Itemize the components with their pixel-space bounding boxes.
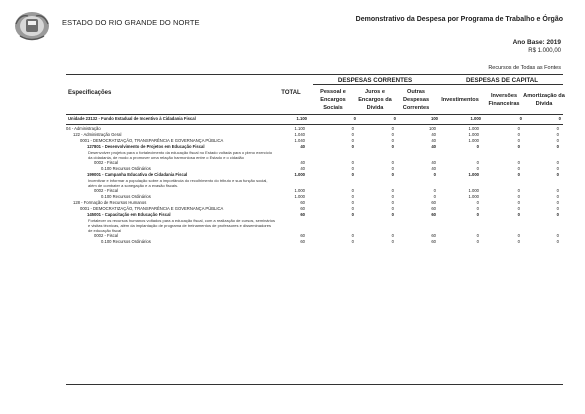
row-label: 0.100 Recursos Ordinários — [101, 166, 151, 171]
cell-inversoes: 0 — [517, 160, 520, 165]
col-pessoal: Pessoal e Encargos Sociais — [320, 89, 346, 111]
cell-investimentos: 0 — [476, 160, 479, 165]
cell-juros: 0 — [391, 188, 394, 193]
unidade-inversoes: 0 — [519, 116, 522, 121]
row-label: 0.100 Recursos Ordinários — [101, 194, 151, 199]
unidade-outras: 100 — [431, 116, 438, 121]
row-label: 127801 - Desenvolvimento de Projetos em Educação Fiscal — [87, 144, 205, 149]
cell-outras: 40 — [431, 132, 436, 137]
group-despesas-correntes: DESPESAS CORRENTES — [337, 77, 413, 84]
row-label: 128 - Formação de Recursos Humanos — [73, 200, 147, 205]
col-investimentos: Investimentos — [441, 97, 479, 103]
cell-juros: 0 — [391, 194, 394, 199]
cell-juros: 0 — [391, 206, 394, 211]
table-top-rule — [66, 74, 563, 75]
cell-investimentos: 0 — [476, 206, 479, 211]
cell-inversoes: 0 — [517, 188, 520, 193]
table-row — [66, 239, 563, 245]
row-label: 0002 - Fiscal — [94, 188, 118, 193]
cell-pessoal: 0 — [351, 212, 354, 217]
cell-juros: 0 — [391, 160, 394, 165]
cell-amortizacao: 0 — [556, 172, 559, 177]
cell-juros: 0 — [391, 200, 394, 205]
cell-juros: 0 — [391, 166, 394, 171]
action-description: Fortalecer os recursos humanos voltados para a educação fiscal, com a realização de cursos, seminários e visitas técnicas, além da implantação de programa de treinamentos de professores e disseminadores de educação fiscal — [88, 218, 275, 233]
cell-total: 1.040 — [294, 132, 305, 137]
cell-outras: 40 — [431, 144, 436, 149]
cell-total: 40 — [300, 144, 305, 149]
cell-investimentos: 1.000 — [468, 126, 479, 131]
row-label: 145001 - Capacitação em Educação Fiscal — [87, 212, 171, 217]
page-bottom-rule — [66, 384, 563, 385]
cell-investimentos: 0 — [476, 166, 479, 171]
cell-investimentos: 0 — [476, 212, 479, 217]
col-inversoes: Inversões Financeiras — [488, 93, 520, 107]
cell-pessoal: 0 — [351, 206, 354, 211]
cell-inversoes: 0 — [517, 200, 520, 205]
cell-inversoes: 0 — [517, 239, 520, 244]
cell-amortizacao: 0 — [556, 239, 559, 244]
col-total: TOTAL — [281, 90, 301, 96]
cell-investimentos: 1.000 — [468, 138, 479, 143]
cell-pessoal: 0 — [351, 166, 354, 171]
cell-total: 1.000 — [294, 172, 305, 177]
group-despesas-capital: DESPESAS DE CAPITAL — [465, 77, 539, 84]
cell-investimentos: 1.000 — [468, 194, 479, 199]
unidade-amortizacao: 0 — [558, 116, 561, 121]
col-especificacoes: Especificações — [68, 90, 112, 96]
row-label: 04 - Administração — [66, 126, 101, 131]
cell-amortizacao: 0 — [556, 188, 559, 193]
header-bottom-rule — [66, 114, 563, 115]
cell-inversoes: 0 — [517, 132, 520, 137]
unidade-total: 1.100 — [296, 116, 307, 121]
ano-base: Ano Base: 2019 — [512, 39, 561, 46]
cell-amortizacao: 0 — [556, 144, 559, 149]
row-label: 0001 - DEMOCRATIZAÇÃO, TRANSPARÊNCIA E GOVERNANÇA PÚBLICA — [80, 138, 224, 143]
table-body — [66, 126, 563, 245]
col-amortizacao: Amortização da Dívida — [523, 93, 565, 107]
cell-total: 60 — [300, 233, 305, 238]
cell-outras: 40 — [431, 138, 436, 143]
cell-investimentos: 0 — [476, 144, 479, 149]
cell-pessoal: 0 — [351, 160, 354, 165]
cell-juros: 0 — [391, 144, 394, 149]
cell-amortizacao: 0 — [556, 212, 559, 217]
action-description: Incentivar e informar a população sobre a importância do recolhimento do tributo e sua função social, além de combater a sonegação e a evasão fiscais. — [88, 178, 268, 188]
cell-outras: 40 — [431, 166, 436, 171]
cell-amortizacao: 0 — [556, 160, 559, 165]
cell-total: 40 — [300, 166, 305, 171]
cell-outras: 60 — [431, 212, 436, 217]
cell-outras: 0 — [433, 188, 436, 193]
cell-outras: 100 — [429, 126, 436, 131]
cell-inversoes: 0 — [517, 144, 520, 149]
unidade-row — [68, 116, 563, 122]
cell-total: 1.000 — [294, 194, 305, 199]
row-label: 0.100 Recursos Ordinários — [101, 239, 151, 244]
cell-inversoes: 0 — [517, 172, 520, 177]
cell-juros: 0 — [391, 138, 394, 143]
cell-inversoes: 0 — [517, 212, 520, 217]
cell-juros: 0 — [391, 132, 394, 137]
cell-investimentos: 1.000 — [468, 172, 479, 177]
col-juros: Juros e Encargos da Dívida — [358, 89, 392, 111]
cell-pessoal: 0 — [351, 126, 354, 131]
org-name: ESTADO DO RIO GRANDE DO NORTE — [62, 18, 200, 27]
group-rule — [313, 84, 563, 85]
cell-amortizacao: 0 — [556, 166, 559, 171]
cell-total: 60 — [300, 212, 305, 217]
cell-juros: 0 — [391, 126, 394, 131]
row-label: 0002 - Fiscal — [94, 233, 118, 238]
cell-pessoal: 0 — [351, 239, 354, 244]
cell-amortizacao: 0 — [556, 200, 559, 205]
unidade-rule — [66, 124, 563, 125]
cell-outras: 0 — [433, 194, 436, 199]
cell-outras: 60 — [431, 200, 436, 205]
cell-total: 60 — [300, 200, 305, 205]
cell-pessoal: 0 — [351, 144, 354, 149]
cell-outras: 60 — [431, 239, 436, 244]
cell-inversoes: 0 — [517, 233, 520, 238]
cell-pessoal: 0 — [351, 200, 354, 205]
cell-amortizacao: 0 — [556, 138, 559, 143]
cell-inversoes: 0 — [517, 194, 520, 199]
cell-investimentos: 1.000 — [468, 132, 479, 137]
cell-pessoal: 0 — [351, 194, 354, 199]
action-description: Desenvolver projetos para o fortalecimento da educação fiscal no Estado voltada para o pleno exercício da cidadania, de modo a promover uma relação harmoniosa entre o Estado e o cidadão — [88, 150, 273, 160]
cell-juros: 0 — [391, 212, 394, 217]
cell-inversoes: 0 — [517, 126, 520, 131]
cell-amortizacao: 0 — [556, 126, 559, 131]
row-label: 0001 - DEMOCRATIZAÇÃO, TRANSPARÊNCIA E GOVERNANÇA PÚBLICA — [80, 206, 224, 211]
cell-outras: 0 — [433, 172, 436, 177]
cell-juros: 0 — [391, 172, 394, 177]
unidade-investimentos: 1.000 — [470, 116, 481, 121]
row-label: 0002 - Fiscal — [94, 160, 118, 165]
recursos-label: Recursos de Todas as Fontes — [488, 65, 561, 71]
cell-outras: 40 — [431, 160, 436, 165]
cell-total: 60 — [300, 206, 305, 211]
cell-total: 1.040 — [294, 138, 305, 143]
cell-inversoes: 0 — [517, 138, 520, 143]
cell-amortizacao: 0 — [556, 132, 559, 137]
cell-investimentos: 0 — [476, 239, 479, 244]
cell-pessoal: 0 — [351, 188, 354, 193]
cell-investimentos: 1.000 — [468, 188, 479, 193]
cell-juros: 0 — [391, 233, 394, 238]
unidade-label: Unidade 23132 - Fundo Estadual de Incentivo à Cidadania Fiscal — [68, 116, 196, 121]
row-label: 199001 - Campanha Educativa de Cidadania Fiscal — [87, 172, 188, 177]
cell-outras: 60 — [431, 206, 436, 211]
unidade-juros: 0 — [393, 116, 396, 121]
cell-outras: 60 — [431, 233, 436, 238]
currency-unit: R$ 1.000,00 — [528, 48, 561, 54]
row-label: 122 - Administração Geral — [73, 132, 122, 137]
cell-investimentos: 0 — [476, 233, 479, 238]
cell-pessoal: 0 — [351, 132, 354, 137]
cell-juros: 0 — [391, 239, 394, 244]
report-title: Demonstrativo da Despesa por Programa de Trabalho e Órgão — [355, 16, 563, 23]
state-crest-icon — [14, 10, 50, 42]
cell-pessoal: 0 — [351, 233, 354, 238]
cell-amortizacao: 0 — [556, 206, 559, 211]
cell-inversoes: 0 — [517, 166, 520, 171]
cell-pessoal: 0 — [351, 172, 354, 177]
col-outras: Outras Despesas Correntes — [402, 89, 430, 111]
cell-investimentos: 0 — [476, 200, 479, 205]
unidade-pessoal: 0 — [353, 116, 356, 121]
cell-total: 60 — [300, 239, 305, 244]
cell-total: 1.100 — [294, 126, 305, 131]
cell-total: 1.000 — [294, 188, 305, 193]
cell-amortizacao: 0 — [556, 233, 559, 238]
cell-total: 40 — [300, 160, 305, 165]
cell-pessoal: 0 — [351, 138, 354, 143]
cell-amortizacao: 0 — [556, 194, 559, 199]
cell-inversoes: 0 — [517, 206, 520, 211]
